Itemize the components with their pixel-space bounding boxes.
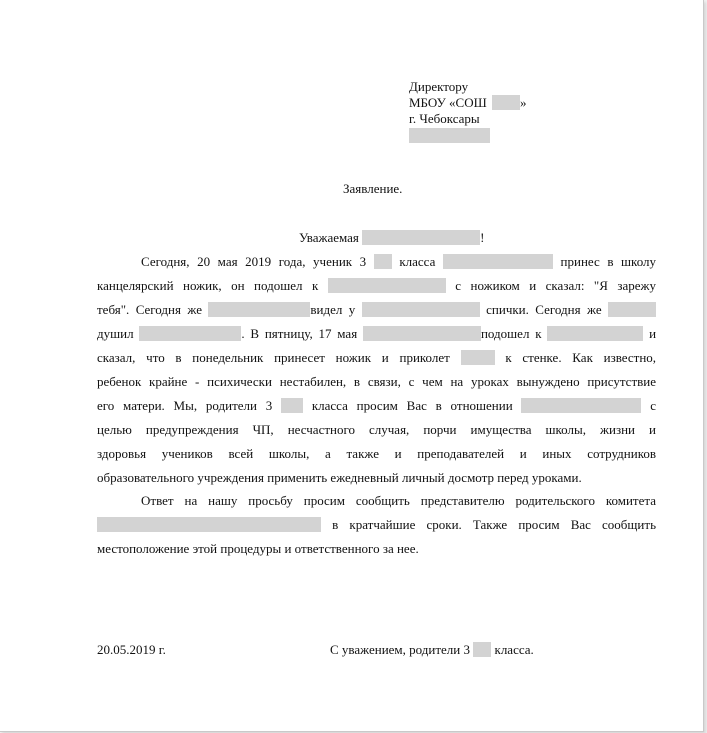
redaction xyxy=(363,326,481,341)
para2-line-3 xyxy=(97,541,419,557)
para1-line-3 xyxy=(97,302,656,318)
text-run: с ножиком и сказал: "Я зарежу xyxy=(455,278,657,293)
para2-line-2 xyxy=(97,517,656,533)
redaction xyxy=(521,398,641,413)
text-run: спички. Сегодня же xyxy=(486,302,602,317)
addressee-line-3 xyxy=(409,111,480,127)
text-run: Ответ на нашу просьбу просим сообщить представителю родительского комитета xyxy=(141,493,656,508)
redaction xyxy=(362,230,480,245)
text-run: местоположение этой процедуры и ответственного за нее. xyxy=(97,541,419,556)
footer-closing xyxy=(330,642,534,658)
text-run: канцелярский ножик, он подошел к xyxy=(97,278,319,293)
greeting xyxy=(299,230,484,246)
para1-line-6 xyxy=(97,374,656,390)
text-run: и xyxy=(649,326,657,341)
redaction xyxy=(547,326,643,341)
para1-line-4 xyxy=(97,326,656,342)
redaction xyxy=(608,302,656,317)
redaction xyxy=(328,278,446,293)
redaction xyxy=(281,398,303,413)
redaction xyxy=(492,95,520,110)
addressee-title: Директору xyxy=(409,79,469,94)
redaction xyxy=(409,128,490,143)
text-run: сказал, что в понедельник принесет ножик и приколет xyxy=(97,350,450,365)
text-run: С уважением, родители 3 xyxy=(330,642,470,657)
redaction xyxy=(443,254,553,269)
text-run: здоровья учеников всей школы, а также и преподавателей и иных сотрудников xyxy=(97,446,656,461)
text-run: принес в школу xyxy=(560,254,657,269)
redaction xyxy=(139,326,241,341)
document-title: Заявление. xyxy=(343,181,403,196)
redaction xyxy=(374,254,392,269)
text-run: в кратчайшие сроки. Также просим Вас сообщить xyxy=(332,517,656,532)
para1-line-9 xyxy=(97,446,656,462)
text-run: целью предупреждения ЧП, несчастного случая, порчи имущества школы, жизни и xyxy=(97,422,656,437)
text-run: . В пятницу, 17 мая xyxy=(241,326,358,341)
text-run: 3 xyxy=(265,398,273,413)
addressee-line-1 xyxy=(409,79,468,95)
para1-line-5 xyxy=(97,350,656,366)
text-run: его матери. Мы, родители xyxy=(97,398,257,413)
para1-line-10 xyxy=(97,470,582,486)
text-run: с xyxy=(650,398,657,413)
redaction xyxy=(473,642,491,657)
para1-line-1 xyxy=(141,254,656,270)
text-run: подошел к xyxy=(480,326,542,341)
para1-line-8 xyxy=(97,422,656,438)
text-run: образовательного учреждения применить ежедневный личный досмотр перед уроками. xyxy=(97,470,582,485)
text-run: класса просим Вас в отношении xyxy=(311,398,513,413)
para2-line-1 xyxy=(141,493,656,509)
text-run: ребенок крайне - психически нестабилен, в связи, с чем на уроках вынуждено присутствие xyxy=(97,374,656,389)
text-run: видел у xyxy=(310,302,356,317)
redaction xyxy=(362,302,480,317)
redaction xyxy=(208,302,310,317)
addressee-school: МБОУ «СОШ xyxy=(409,95,487,110)
para1-line-2 xyxy=(97,278,656,294)
addressee-school-end: » xyxy=(519,95,527,110)
footer-date: 20.05.2019 г. xyxy=(97,642,166,657)
text-run: душил xyxy=(97,326,134,341)
text-run: класса xyxy=(399,254,436,269)
text-run: класса. xyxy=(494,642,534,657)
text-run: Сегодня, 20 мая 2019 года, ученик 3 xyxy=(141,254,367,269)
redaction xyxy=(461,350,495,365)
addressee-line-4 xyxy=(409,128,490,144)
addressee-line-2 xyxy=(409,95,526,111)
redaction xyxy=(97,517,321,532)
para1-line-7 xyxy=(97,398,656,414)
greeting-prefix: Уважаемая xyxy=(299,230,359,245)
text-run: тебя". Сегодня же xyxy=(97,302,202,317)
text-run: к стенке. Как известно, xyxy=(505,350,657,365)
addressee-city: г. Чебоксары xyxy=(409,111,480,126)
greeting-suffix: ! xyxy=(480,230,485,245)
